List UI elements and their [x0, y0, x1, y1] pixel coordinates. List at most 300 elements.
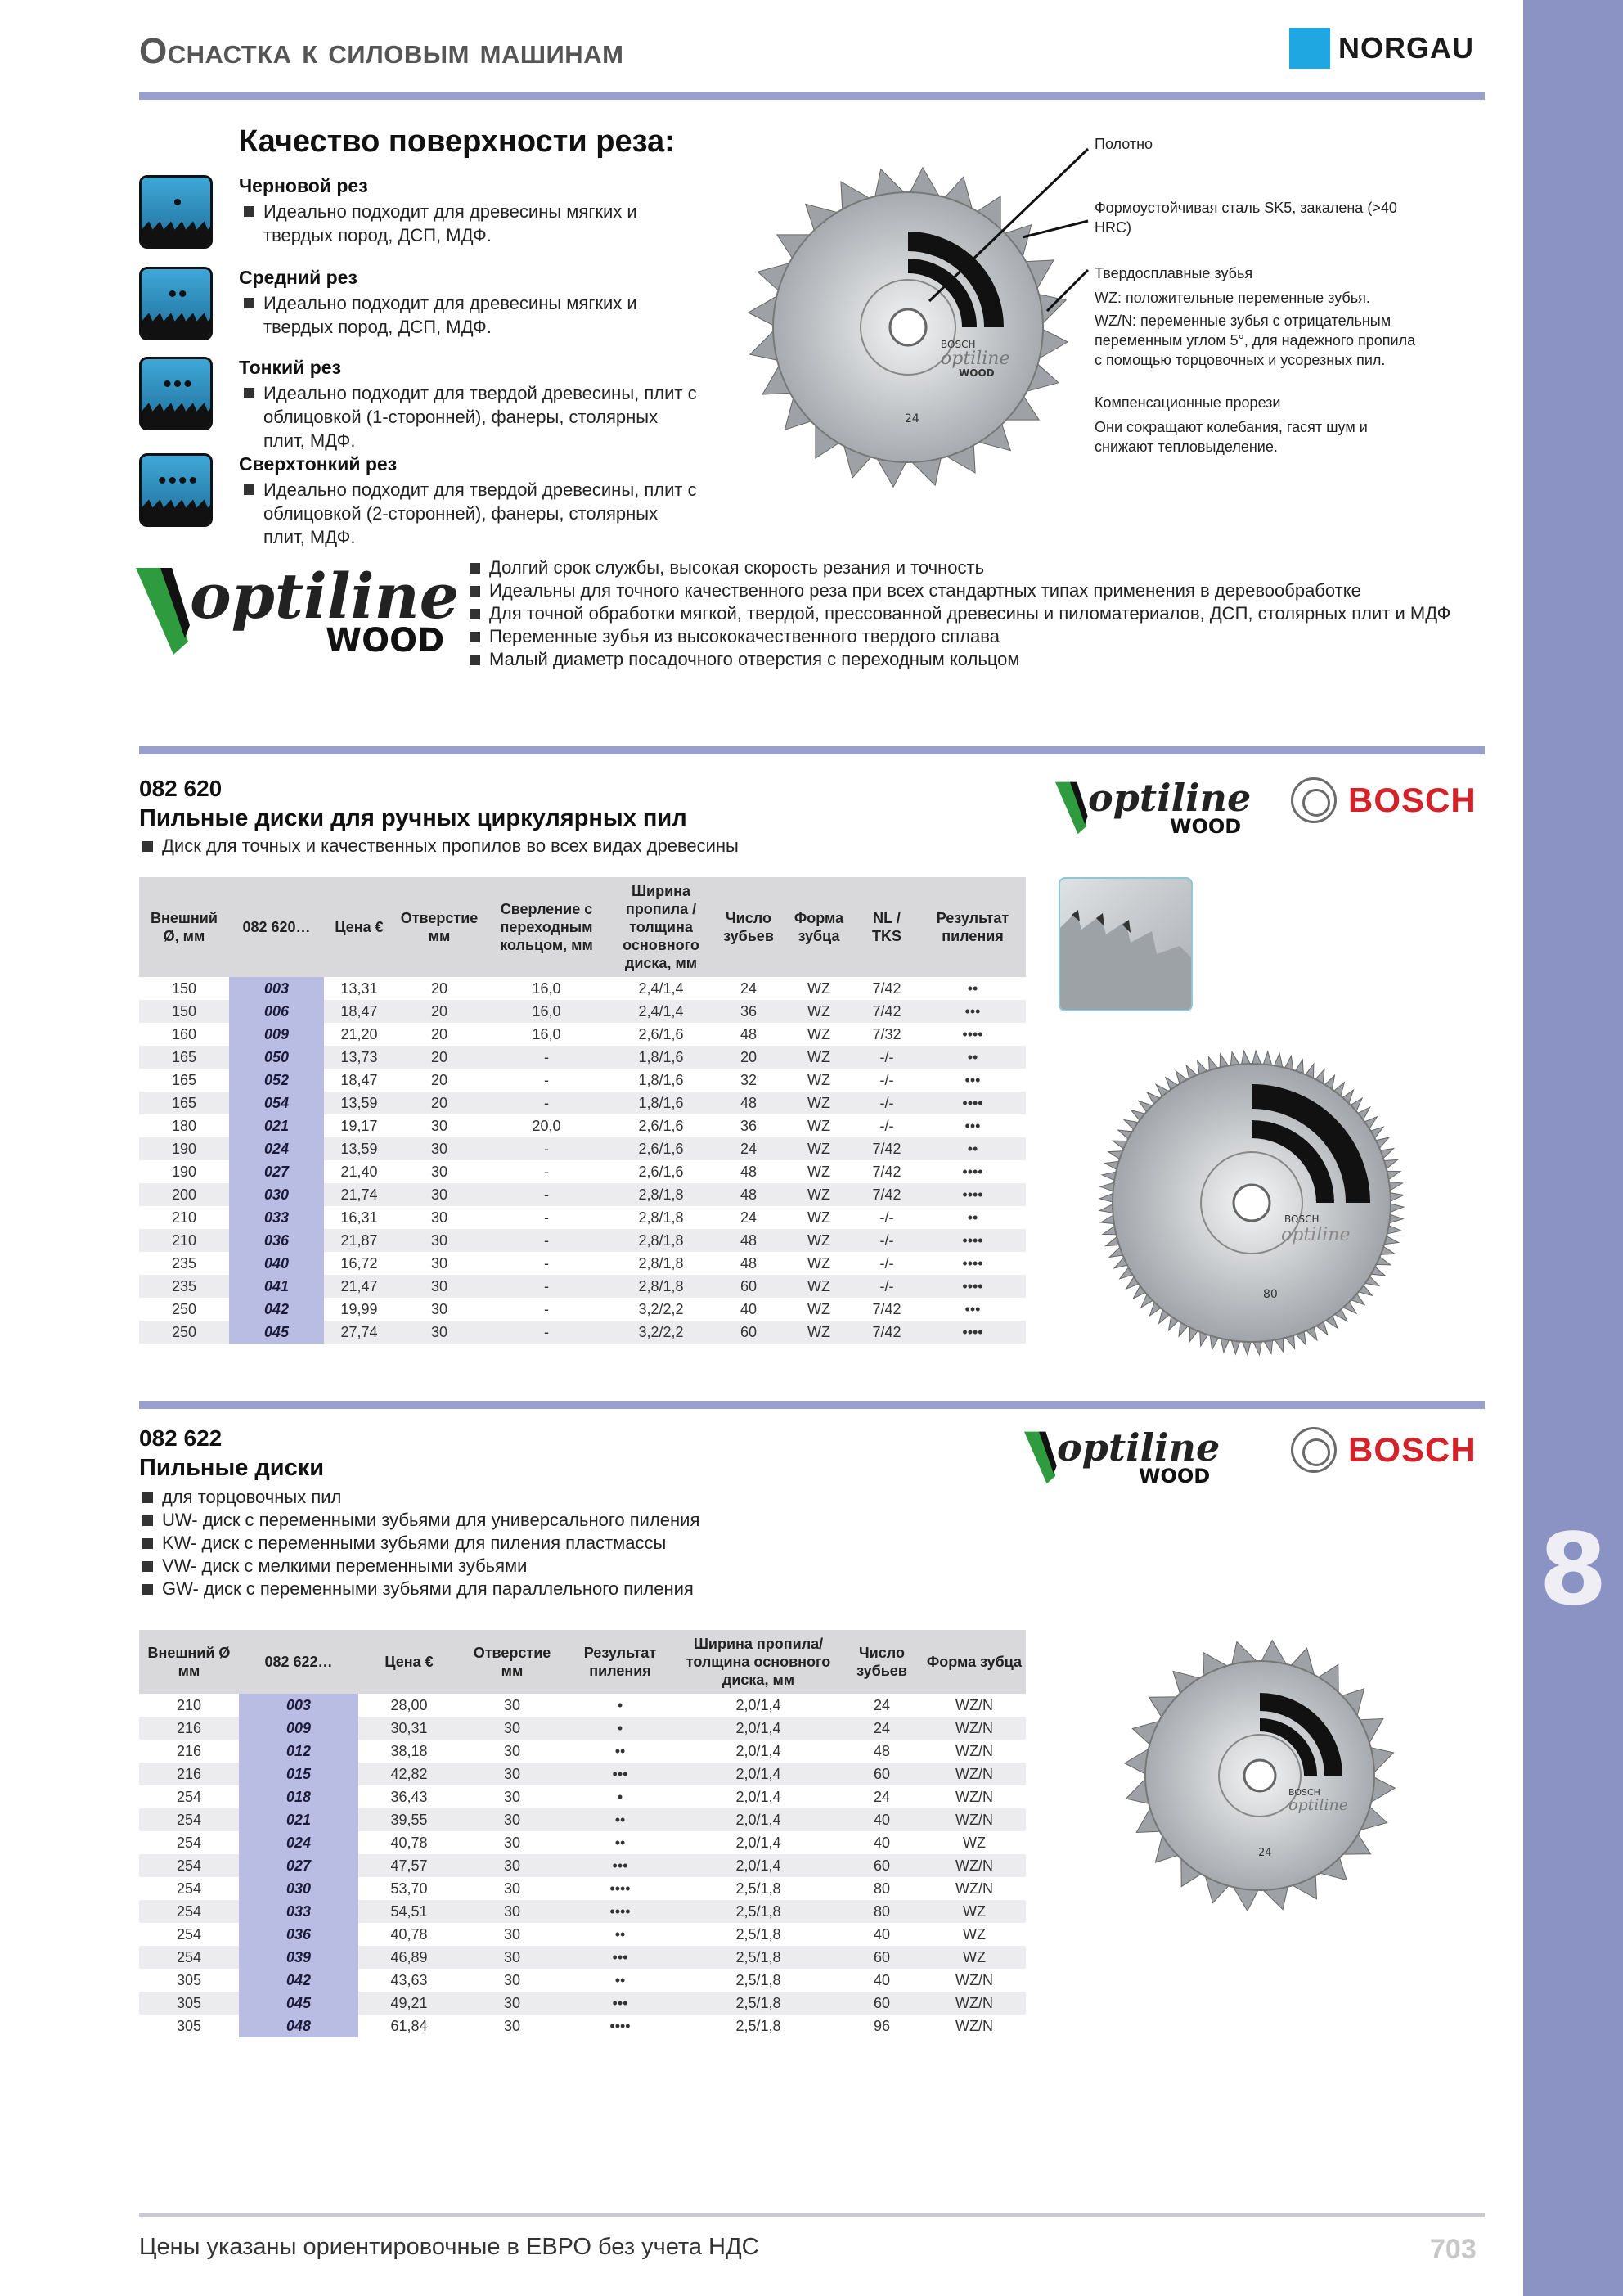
article-code-cell: 042	[229, 1298, 324, 1321]
rough-cut-icon: •	[139, 175, 213, 249]
col-header: Отверстие мм	[394, 877, 484, 977]
table-row	[139, 1321, 1026, 1344]
table-cell: WZ	[963, 1834, 986, 1851]
table-cell: ••	[564, 1808, 676, 1831]
callout-slots-title: Компенсационные прорези	[1095, 394, 1281, 411]
blade-brand-label: BOSCH	[1288, 1787, 1320, 1798]
header-rule	[139, 92, 1485, 100]
table-cell: 28,00	[390, 1696, 428, 1713]
table-cell: 18,47	[324, 1000, 394, 1023]
table-cell: 96	[873, 2017, 891, 2034]
quality-item-head: Сверхтонкий рез	[239, 453, 398, 475]
table-cell: 24	[873, 1788, 891, 1805]
table-cell: 30	[394, 1137, 484, 1160]
table-cell: 7/42	[872, 979, 901, 997]
table-cell: 43,63	[390, 1971, 428, 1988]
table-cell: WZ	[784, 1229, 854, 1252]
side-band	[1523, 0, 1623, 2296]
logo-wood-text: WOOD	[1139, 1465, 1211, 1488]
table-cell: 2,0/1,4	[676, 1763, 841, 1785]
col-header: Число зубьев	[713, 877, 784, 977]
table-row	[139, 1694, 1026, 1717]
optiline-wood-logo-small	[1024, 1427, 1221, 1489]
article-code-cell: 021	[229, 1114, 324, 1137]
blade-model-label: optiline	[1288, 1796, 1348, 1814]
table-cell: 20	[394, 1046, 484, 1069]
callout-slots-text: Они сокращают колебания, гасят шум и снижают тепловыделение.	[1095, 419, 1368, 455]
table-cell: 30	[430, 1254, 448, 1272]
table-cell: 13,73	[324, 1046, 394, 1069]
article-code-cell: 050	[229, 1046, 324, 1069]
table-cell: 200	[139, 1183, 229, 1206]
table-cell: 2,8/1,8	[638, 1254, 684, 1272]
table-cell: ••••	[609, 2017, 631, 2034]
table-cell: WZ	[784, 1321, 854, 1344]
article-code-cell: 036	[229, 1229, 324, 1252]
table-cell: ••	[919, 1137, 1026, 1160]
table-cell: 48	[713, 1229, 784, 1252]
article-code-cell: 024	[239, 1831, 358, 1854]
article-code-cell: 018	[239, 1785, 358, 1808]
table-cell: -	[544, 1300, 549, 1317]
table-cell: 254	[139, 1946, 239, 1969]
table-row	[139, 1808, 1026, 1831]
article-code-cell: 052	[229, 1069, 324, 1092]
table-cell: ••••	[919, 1229, 1026, 1252]
table-cell: 2,8/1,8	[638, 1209, 684, 1226]
table-cell: 254	[176, 1880, 202, 1897]
table-cell: 2,6/1,6	[638, 1163, 684, 1180]
table-cell: 61,84	[390, 2017, 428, 2034]
table-cell: •••	[564, 1946, 676, 1969]
table-cell: 2,8/1,8	[609, 1183, 713, 1206]
table-cell: 30	[460, 1992, 564, 2015]
table-cell: 40	[740, 1300, 758, 1317]
table-cell: -	[484, 1275, 609, 1298]
table-cell: 210	[176, 1696, 202, 1713]
table-cell: 13,59	[324, 1137, 394, 1160]
article-code-cell: 012	[239, 1740, 358, 1763]
quality-title: Качество поверхности реза:	[239, 124, 675, 159]
table-cell: ••••	[962, 1254, 983, 1272]
table-cell: •	[617, 1788, 623, 1805]
table-cell: •••	[919, 1000, 1026, 1023]
table-cell: 30	[503, 1788, 521, 1805]
col-header: Форма зубца	[923, 1630, 1026, 1694]
table-row	[139, 1969, 1026, 1992]
article-code-cell: 045	[239, 1992, 358, 2015]
table-cell: 30,31	[358, 1717, 460, 1740]
article-code-cell: 033	[229, 1206, 324, 1229]
table-cell: 16,0	[532, 979, 561, 997]
table-cell: 2,8/1,8	[609, 1275, 713, 1298]
table-cell: 2,6/1,6	[609, 1137, 713, 1160]
table-cell: WZ/N	[955, 1788, 993, 1805]
table-cell: 36	[740, 1117, 758, 1134]
table-cell: 150	[171, 979, 197, 997]
table-cell: •••	[564, 1992, 676, 2015]
table-cell: ••	[614, 1971, 626, 1988]
optiline-wood-logo-small	[1055, 777, 1252, 840]
callout-wz: WZ: положительные переменные зубья.	[1095, 290, 1370, 306]
table-cell: 160	[171, 1025, 197, 1042]
table-cell: •	[617, 1696, 623, 1713]
table-row	[139, 1137, 1026, 1160]
feature-item: Идеальны для точного качественного реза при всех стандартных типах применения в деревообработке	[468, 579, 1450, 602]
table-cell: -	[484, 1183, 609, 1206]
article-code-cell: 033	[239, 1900, 358, 1923]
quality-item-head: Тонкий рез	[239, 357, 341, 378]
table-cell: 30	[460, 1946, 564, 1969]
feature-item: Для точной обработки мягкой, твердой, прессованной древесины и пиломатериалов, ДСП, столярных плит и МДФ	[468, 602, 1450, 625]
table-cell: 30	[503, 1696, 521, 1713]
article-code-cell: 027	[239, 1854, 358, 1877]
table-cell: •••	[964, 1300, 981, 1317]
blade-model-label: optiline	[941, 349, 1010, 369]
table-cell: -	[484, 1229, 609, 1252]
table-cell: WZ	[784, 1092, 854, 1114]
section1-bullets	[141, 835, 739, 858]
table-cell: WZ/N	[923, 1808, 1026, 1831]
callout-teeth-title: Твердосплавные зубья	[1095, 265, 1253, 281]
saw-blade-24-image	[1121, 1636, 1399, 1915]
col-header: Ширина пропила / толщина основного диска, мм	[609, 877, 713, 977]
table-cell: 24	[713, 1137, 784, 1160]
table-cell: 30	[460, 1763, 564, 1785]
table-cell: 190	[139, 1137, 229, 1160]
table-cell: •••	[964, 1071, 981, 1088]
blade-teeth-label: 80	[1263, 1288, 1278, 1301]
table-cell: 47,57	[358, 1854, 460, 1877]
table-cell: 1,8/1,6	[609, 1046, 713, 1069]
table-cell: WZ	[807, 979, 830, 997]
bosch-logo-text: BOSCH	[1348, 781, 1477, 819]
table-cell: WZ	[807, 1209, 830, 1226]
table-cell: 16,0	[484, 1000, 609, 1023]
table-cell: 30	[394, 1275, 484, 1298]
table-cell: 24	[873, 1696, 891, 1713]
section2-code: 082 622	[139, 1425, 223, 1451]
table-cell: 180	[171, 1117, 197, 1134]
table-cell: WZ	[784, 1137, 854, 1160]
table-cell: 1,8/1,6	[638, 1071, 684, 1088]
table-cell: 30	[394, 1183, 484, 1206]
table-row	[139, 1206, 1026, 1229]
table-row	[139, 1114, 1026, 1137]
article-code-cell: 042	[239, 1969, 358, 1992]
table-cell: 46,89	[358, 1946, 460, 1969]
table-cell: 30	[503, 2017, 521, 2034]
table-cell: •••	[564, 1854, 676, 1877]
section2-bullets	[141, 1486, 699, 1600]
table-cell: 40,78	[390, 1925, 428, 1943]
table-cell: 30	[460, 1900, 564, 1923]
table-cell: 80	[841, 1900, 923, 1923]
table-cell: 49,21	[358, 1992, 460, 2015]
col-header: Число зубьев	[841, 1630, 923, 1694]
table-cell: ••••	[919, 1183, 1026, 1206]
callout-lines	[924, 131, 1104, 327]
table-cell: -/-	[854, 1046, 919, 1069]
table-cell: 30	[503, 1971, 521, 1988]
table-cell: ••	[967, 1209, 978, 1226]
table-cell: WZ	[963, 1925, 986, 1943]
table-cell: 2,5/1,8	[735, 1925, 781, 1943]
table-cell: 216	[176, 1742, 202, 1759]
table-cell: -	[484, 1321, 609, 1344]
table-cell: 30	[430, 1300, 448, 1317]
table-cell: ••••	[609, 1880, 631, 1897]
table-cell: 40,78	[390, 1834, 428, 1851]
table-cell: 30	[430, 1117, 448, 1134]
table-cell: 21,47	[324, 1275, 394, 1298]
table-cell: 13,59	[324, 1092, 394, 1114]
table-cell: -	[484, 1046, 609, 1069]
table-row	[139, 1000, 1026, 1023]
table-cell: 30	[460, 1808, 564, 1831]
table-cell: 30	[503, 1742, 521, 1759]
table-cell: WZ	[807, 1117, 830, 1134]
table-cell: 2,0/1,4	[676, 1717, 841, 1740]
blade-teeth-closeup-image	[1060, 879, 1193, 1011]
table-cell: 2,6/1,6	[638, 1025, 684, 1042]
quality-item-head: Средний рез	[239, 267, 357, 288]
bosch-armature-icon	[1291, 1427, 1337, 1473]
table-cell: 216	[139, 1763, 239, 1785]
table-cell: -	[544, 1163, 549, 1180]
table-cell: 60	[841, 1854, 923, 1877]
article-code-cell: 021	[239, 1808, 358, 1831]
table-cell: 254	[139, 1900, 239, 1923]
table-cell: 40	[873, 1834, 891, 1851]
logo-wood-text: WOOD	[326, 622, 445, 660]
table-cell: 7/42	[854, 1137, 919, 1160]
table-cell: -/-	[879, 1071, 894, 1088]
col-header: Ширина пропила/ толщина основного диска, мм	[676, 1630, 841, 1694]
table-cell: ••	[614, 1925, 626, 1943]
section2-table	[139, 1630, 1026, 2037]
table-row	[139, 1923, 1026, 1946]
table-cell: 16,31	[340, 1209, 378, 1226]
table-row	[139, 1946, 1026, 1969]
table-row	[139, 1160, 1026, 1183]
article-code-cell: 036	[239, 1923, 358, 1946]
bosch-logo	[1291, 1427, 1477, 1473]
bosch-logo-text: BOSCH	[1348, 1430, 1477, 1469]
table-cell: 48	[740, 1025, 758, 1042]
feature-item: Малый диаметр посадочного отверстия с переходным кольцом	[468, 648, 1450, 671]
table-cell: 48	[713, 1092, 784, 1114]
blade-sub-label: WOOD	[959, 367, 995, 379]
quality-item-text: Идеально подходит для твердой древесины, плит с облицовкой (2-сторонней), фанеры, столярных плит, МДФ.	[239, 478, 697, 549]
col-header: Внешний Ø, мм	[139, 877, 229, 977]
blade-model-label: optiline	[1281, 1225, 1351, 1245]
table-row	[139, 1717, 1026, 1740]
table-row	[139, 1831, 1026, 1854]
extra-fine-cut-icon: ••••	[139, 453, 213, 527]
table-cell: 16,72	[340, 1254, 378, 1272]
table-cell: 7/42	[854, 1000, 919, 1023]
section1-table	[139, 877, 1026, 1344]
table-cell: ••••	[919, 1275, 1026, 1298]
table-row	[139, 1298, 1026, 1321]
table-cell: 150	[139, 1000, 229, 1023]
col-header: Форма зубца	[784, 877, 854, 977]
table-cell: 19,99	[340, 1300, 378, 1317]
bosch-logo	[1291, 777, 1477, 823]
article-code-cell: 040	[229, 1252, 324, 1275]
table-cell: -/-	[879, 1254, 894, 1272]
table-cell: WZ	[784, 1275, 854, 1298]
col-header: Отверстие мм	[460, 1630, 564, 1694]
col-header: NL / TKS	[854, 877, 919, 977]
table-cell: 2,6/1,6	[638, 1117, 684, 1134]
col-header: 082 620…	[229, 877, 324, 977]
table-cell: -/-	[854, 1229, 919, 1252]
table-cell: •••	[964, 1117, 981, 1134]
table-row	[139, 2015, 1026, 2037]
table-cell: 2,4/1,4	[638, 979, 684, 997]
table-cell: 48	[713, 1183, 784, 1206]
table-cell: 30	[503, 1880, 521, 1897]
table-cell: 305	[139, 1992, 239, 2015]
table-row	[139, 1740, 1026, 1763]
table-row	[139, 1229, 1026, 1252]
table-cell: -	[484, 1137, 609, 1160]
table-cell: 165	[171, 1071, 197, 1088]
table-cell: -	[544, 1209, 549, 1226]
section2-rule	[139, 1401, 1485, 1409]
logo-optiline-text: optiline	[1088, 776, 1252, 820]
table-row	[139, 1785, 1026, 1808]
table-cell: 2,5/1,8	[676, 1992, 841, 2015]
article-code-cell: 003	[239, 1694, 358, 1717]
table-cell: WZ/N	[955, 1880, 993, 1897]
table-cell: 254	[176, 1925, 202, 1943]
table-cell: 2,5/1,8	[735, 2017, 781, 2034]
col-header: Сверление с переходным кольцом, мм	[484, 877, 609, 977]
table-cell: •	[564, 1717, 676, 1740]
blade-teeth-label: 24	[905, 412, 919, 425]
chapter-number: 8	[1539, 1514, 1607, 1627]
table-cell: 16,0	[532, 1025, 561, 1042]
table-cell: 42,82	[358, 1763, 460, 1785]
table-cell: 21,20	[340, 1025, 378, 1042]
article-code-cell: 045	[229, 1321, 324, 1344]
table-cell: 32	[740, 1071, 758, 1088]
table-cell: 7/42	[854, 1321, 919, 1344]
table-cell: 36,43	[390, 1788, 428, 1805]
table-cell: -/-	[854, 1092, 919, 1114]
table-cell: 7/42	[872, 1163, 901, 1180]
table-cell: 30	[503, 1834, 521, 1851]
table-cell: 24	[841, 1717, 923, 1740]
blade-teeth-thumbnail	[1059, 877, 1193, 1011]
table-cell: WZ/N	[923, 1992, 1026, 2015]
table-cell: 53,70	[390, 1880, 428, 1897]
col-header: Результат пиления	[919, 877, 1026, 977]
page-header-title: Оснастка к силовым машинам	[139, 31, 624, 71]
table-cell: 48	[873, 1742, 891, 1759]
table-cell: 2,0/1,4	[735, 1834, 781, 1851]
table-row	[139, 1023, 1026, 1046]
col-header: Цена €	[358, 1630, 460, 1694]
table-cell: 2,5/1,8	[735, 1971, 781, 1988]
table-cell: 254	[176, 1788, 202, 1805]
page-number: 703	[1430, 2234, 1477, 2265]
table-cell: WZ	[807, 1025, 830, 1042]
table-cell: WZ	[807, 1300, 830, 1317]
quality-item-head: Черновой рез	[239, 175, 368, 196]
quality-item-text: Идеально подходит для древесины мягких и твердых пород, ДСП, МДФ.	[239, 200, 697, 247]
logo-optiline-text: optiline	[190, 560, 460, 633]
table-cell: 27,74	[324, 1321, 394, 1344]
blade-teeth-label: 24	[1258, 1847, 1272, 1859]
table-cell: 305	[176, 2017, 202, 2034]
table-cell: WZ/N	[955, 1696, 993, 1713]
article-code-cell: 006	[229, 1000, 324, 1023]
table-cell: WZ/N	[923, 1763, 1026, 1785]
table-cell: 210	[139, 1229, 229, 1252]
table-cell: 2,0/1,4	[676, 1854, 841, 1877]
saw-blade-80-image	[1096, 1047, 1407, 1358]
section1-title: Пильные диски для ручных циркулярных пил	[139, 805, 687, 831]
table-cell: 30	[503, 1925, 521, 1943]
callout-wzn: WZ/N: переменные зубья с отрицательным переменным углом 5°, для надежного пропила с помощью торцовочных и усорезных пил.	[1095, 313, 1416, 368]
table-row	[139, 1046, 1026, 1069]
table-cell: 21,74	[324, 1183, 394, 1206]
table-cell: WZ/N	[955, 2017, 993, 2034]
table-cell: -/-	[879, 1209, 894, 1226]
table-cell: 40	[873, 1925, 891, 1943]
table-cell: WZ/N	[955, 1971, 993, 1988]
table-cell: ••	[614, 1742, 626, 1759]
table-cell: 60	[713, 1275, 784, 1298]
table-cell: 30	[430, 1209, 448, 1226]
table-cell: ••	[967, 979, 978, 997]
section1-code: 082 620	[139, 776, 223, 801]
col-header: Результат пиления	[564, 1630, 676, 1694]
article-code-cell: 027	[229, 1160, 324, 1183]
table-cell: WZ	[807, 1254, 830, 1272]
table-row	[139, 1877, 1026, 1900]
table-cell: 21,40	[340, 1163, 378, 1180]
table-cell: 2,5/1,8	[676, 1946, 841, 1969]
brand-logo	[1289, 28, 1474, 69]
table-cell: 21,87	[324, 1229, 394, 1252]
blade-brand-label: BOSCH	[941, 339, 976, 350]
section1-bullet: Диск для точных и качественных пропилов во всех видах древесины	[141, 835, 739, 858]
table-cell: 7/32	[872, 1025, 901, 1042]
quality-item-text: Идеально подходит для древесины мягких и твердых пород, ДСП, МДФ.	[239, 291, 697, 339]
table-cell: 20	[430, 979, 448, 997]
article-code-cell: 009	[239, 1717, 358, 1740]
table-cell: 235	[139, 1275, 229, 1298]
table-cell: WZ	[784, 1000, 854, 1023]
logo-wood-text: WOOD	[1170, 815, 1242, 838]
table-cell: 7/42	[872, 1300, 901, 1317]
article-code-cell: 015	[239, 1763, 358, 1785]
table-cell: WZ/N	[923, 1717, 1026, 1740]
table-cell: WZ/N	[923, 1854, 1026, 1877]
article-code-cell: 003	[229, 977, 324, 1000]
table-cell: 2,8/1,8	[609, 1229, 713, 1252]
table-cell: 48	[740, 1254, 758, 1272]
blade-brand-label: BOSCH	[1284, 1213, 1320, 1225]
table-cell: 30	[460, 1717, 564, 1740]
table-row	[139, 1992, 1026, 2015]
table-cell: 254	[176, 1834, 202, 1851]
